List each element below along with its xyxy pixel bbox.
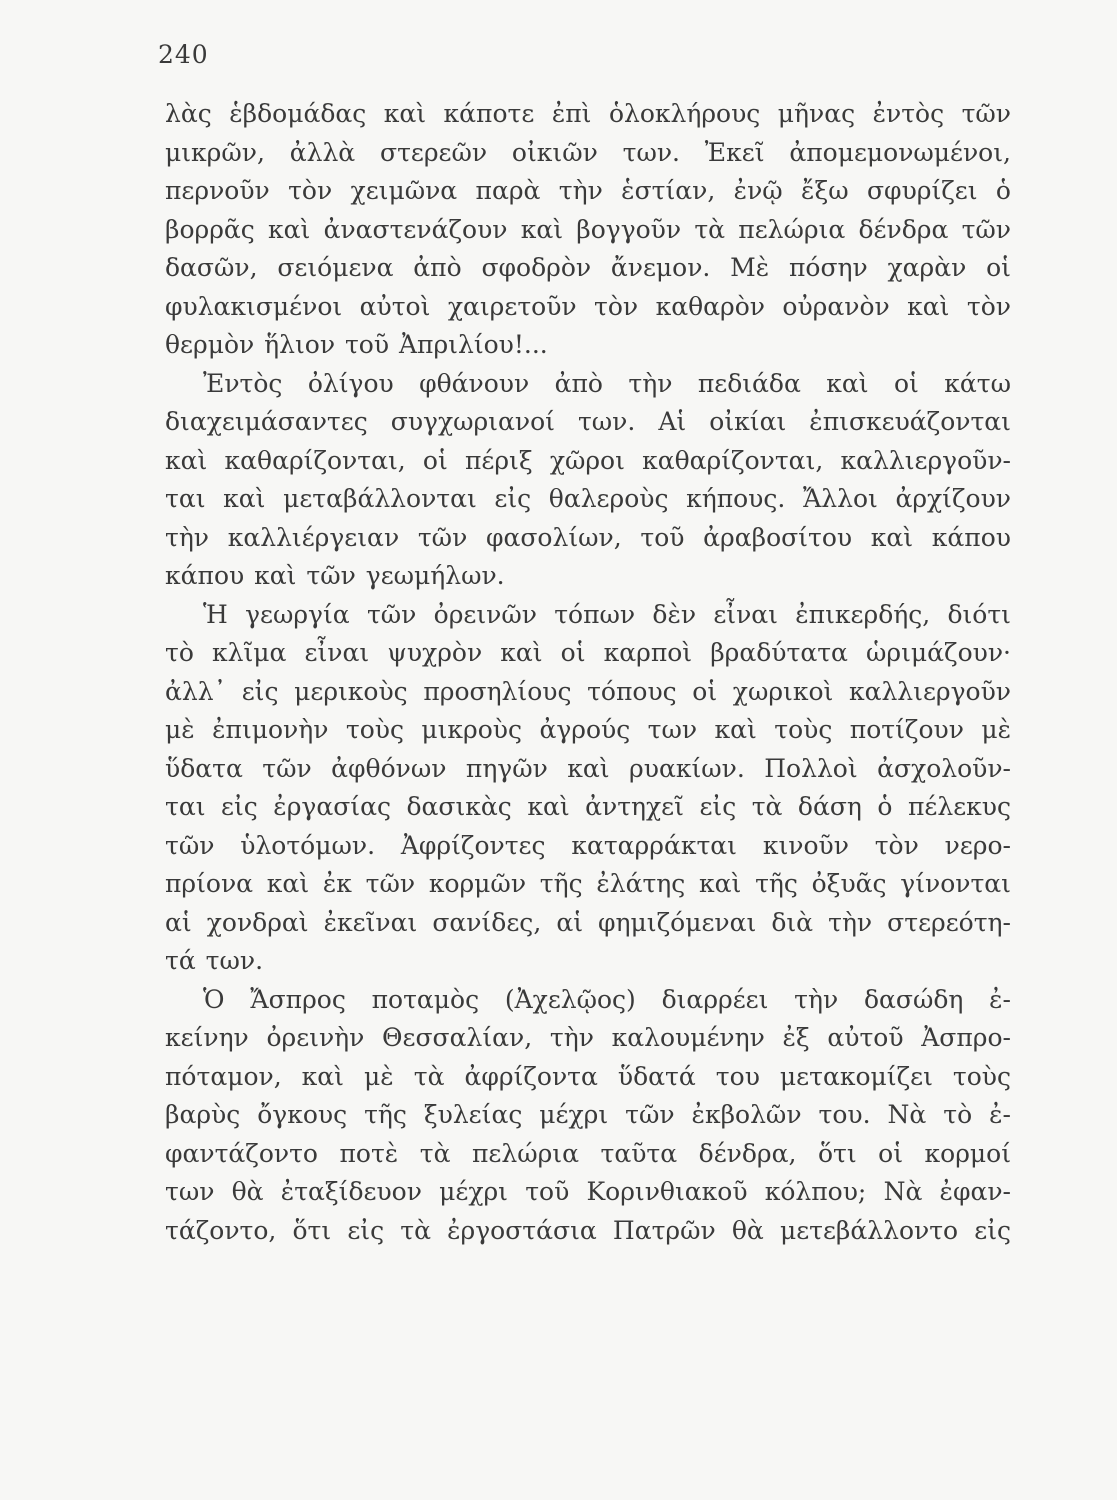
text-line: βαρὺς ὄγκους τῆς ξυλείας μέχρι τῶν ἐκβολῶν του. Νὰ τὸ ἐ- <box>165 1100 1011 1129</box>
text-line: ται καὶ μεταβάλλονται εἰς θαλεροὺς κήπους. Ἄλλοι ἀρχίζουν <box>165 484 1011 513</box>
text-line: ἀλλ᾽ εἰς μερικοὺς προσηλίους τόπους οἱ χωρικοὶ καλλιεργοῦν <box>165 676 1011 706</box>
text-line: τῶν ὑλοτόμων. Ἀφρίζοντες καταρράκται κινοῦν τὸν νερο- <box>165 830 1011 860</box>
text-line: μὲ ἐπιμονὴν τοὺς μικροὺς ἀγρούς των καὶ τοὺς ποτίζουν μὲ <box>165 715 1011 744</box>
text-line: κείνην ὀρεινὴν Θεσσαλίαν, τὴν καλουμένην ἐξ αὐτοῦ Ἀσπρο- <box>165 1023 1011 1052</box>
text-line: αἱ χονδραὶ ἐκεῖναι σανίδες, αἱ φημιζόμεναι διὰ τὴν στερεότη- <box>165 907 1011 937</box>
text-line: φυλακισμένοι αὐτοὶ χαιρετοῦν τὸν καθαρὸν οὐρανὸν καὶ τὸν <box>165 291 1011 321</box>
text-line: κάπου καὶ τῶν γεωμήλων. <box>165 561 505 590</box>
text-line: Ἡ γεωργία τῶν ὀρεινῶν τόπων δὲν εἶναι ἐπικερδής, διότι <box>203 599 1011 629</box>
text-line: ὕδατα τῶν ἀφθόνων πηγῶν καὶ ρυακίων. Πολλοὶ ἀσχολοῦν- <box>165 753 1011 783</box>
body-text <box>165 95 1011 1250</box>
text-line: Ὁ Ἄσπρος ποταμὸς (Ἀχελῷος) διαρρέει τὴν δασώδη ἐ- <box>203 984 1011 1014</box>
text-line: διαχειμάσαντες συγχωριανοί των. Αἱ οἰκίαι ἐπισκευάζονται <box>165 407 1011 436</box>
text-line: τὸ κλῖμα εἶναι ψυχρὸν καὶ οἱ καρποὶ βραδύτατα ὡριμάζουν· <box>165 638 1011 667</box>
text-line: περνοῦν τὸν χειμῶνα παρὰ τὴν ἑστίαν, ἐνῷ ἔξω σφυρίζει ὁ <box>165 176 1011 205</box>
text-line: των θὰ ἐταξίδευον μέχρι τοῦ Κορινθιακοῦ κόλπου; Νὰ ἐφαν- <box>165 1177 1011 1206</box>
text-line: δασῶν, σειόμενα ἀπὸ σφοδρὸν ἄνεμον. Μὲ πόσην χαρὰν οἱ <box>165 253 1011 282</box>
text-line: Ἐντὸς ὀλίγου φθάνουν ἀπὸ τὴν πεδιάδα καὶ οἱ κάτω <box>203 368 1011 398</box>
text-line: θερμὸν ἥλιον τοῦ Ἀπριλίου!... <box>165 330 548 359</box>
text-line: βορρᾶς καὶ ἀναστενάζουν καὶ βογγοῦν τὰ πελώρια δένδρα τῶν <box>165 214 1011 244</box>
text-line: τά των. <box>165 946 264 975</box>
text-line: ται εἰς ἐργασίας δασικὰς καὶ ἀντηχεῖ εἰς τὰ δάση ὁ πέλεκυς <box>165 792 1011 821</box>
text-line: πρίονα καὶ ἐκ τῶν κορμῶν τῆς ἐλάτης καὶ τῆς ὀξυᾶς γίνονται <box>165 869 1011 898</box>
text-line: φαντάζοντο ποτὲ τὰ πελώρια ταῦτα δένδρα, ὅτι οἱ κορμοί <box>165 1138 1011 1168</box>
page-number: 240 <box>158 40 209 69</box>
text-line: τὴν καλλιέργειαν τῶν φασολίων, τοῦ ἀραβοσίτου καὶ κάπου <box>165 522 1011 552</box>
text-line: πόταμον, καὶ μὲ τὰ ἀφρίζοντα ὕδατά του μετακομίζει τοὺς <box>165 1061 1011 1091</box>
text-line: λὰς ἑβδομάδας καὶ κάποτε ἐπὶ ὁλοκλήρους μῆνας ἐντὸς τῶν <box>165 99 1011 128</box>
text-line: τάζοντο, ὅτι εἰς τὰ ἐργοστάσια Πατρῶν θὰ μετεβάλλοντο εἰς <box>165 1215 1011 1245</box>
text-line: μικρῶν, ἀλλὰ στερεῶν οἰκιῶν των. Ἐκεῖ ἀπομεμονωμένοι, <box>165 137 1011 167</box>
text-line: καὶ καθαρίζονται, οἱ πέριξ χῶροι καθαρίζονται, καλλιεργοῦν- <box>165 445 1011 475</box>
